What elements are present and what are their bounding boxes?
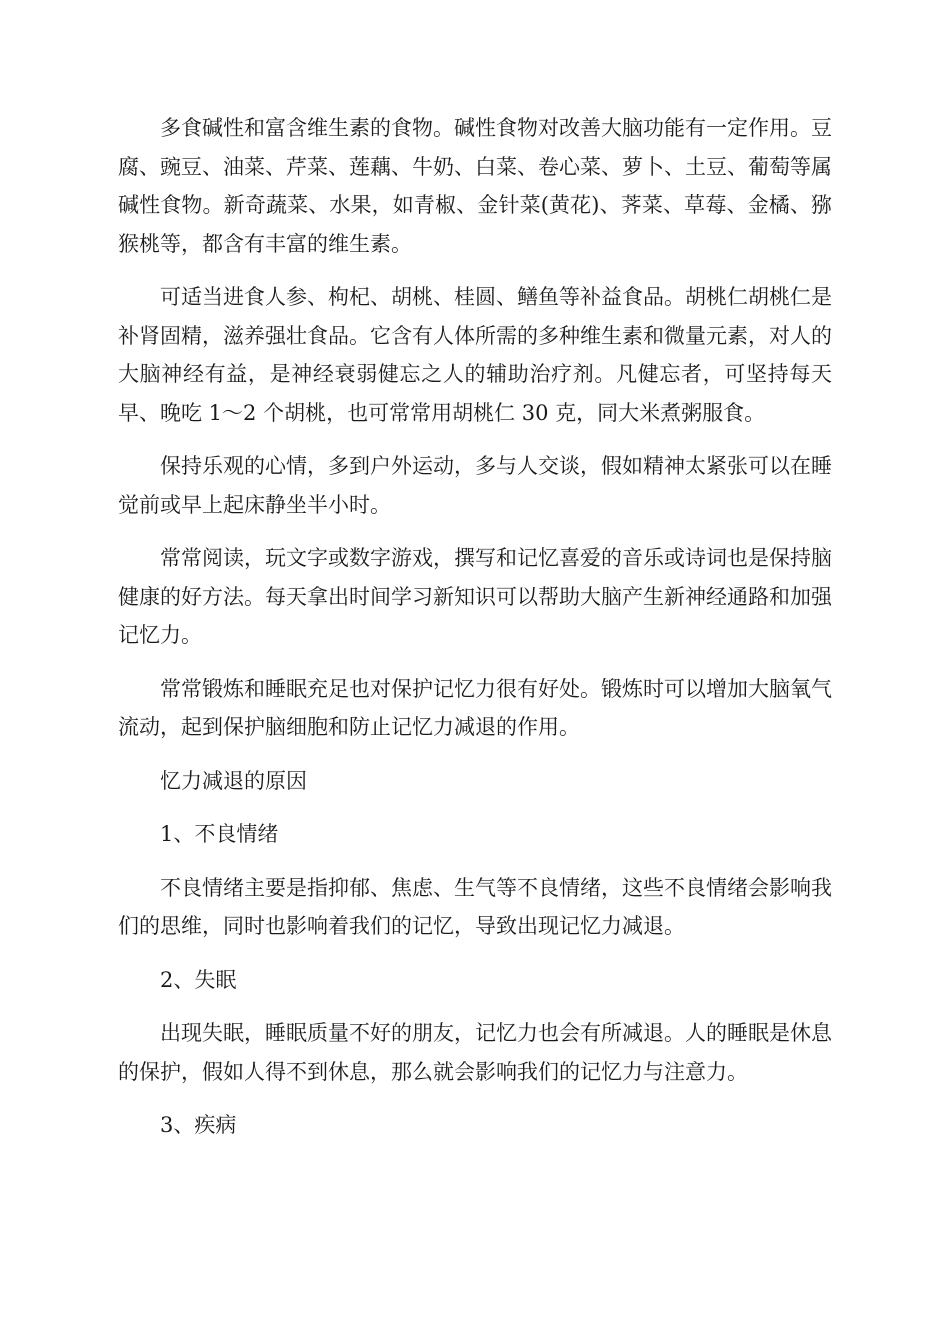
- document-page: [118, 109, 832, 1160]
- cause-heading-2: 2、失眠: [160, 967, 237, 992]
- section-heading-causes: 忆力减退的原因: [160, 768, 307, 793]
- cause-heading-3: 3、疾病: [160, 1113, 237, 1137]
- paragraph-insomnia: 出现失眠，睡眠质量不好的朋友，记忆力也会有所减退。人的睡眠是休息的保护，假如人得不到休息，那么就会影响我们的记忆力与注意力。: [118, 1021, 832, 1084]
- paragraph-bad-emotions: 不良情绪主要是指抑郁、焦虑、生气等不良情绪，这些不良情绪会影响我们的思维，同时也影响着我们的记忆，导致出现记忆力减退。: [118, 875, 832, 938]
- paragraph-reading: 常常阅读，玩文字或数字游戏，撰写和记忆喜爱的音乐或诗词也是保持脑健康的好方法。每天拿出时间学习新知识可以帮助大脑产生新神经通路和加强记忆力。: [118, 546, 832, 647]
- paragraph-alkaline-foods: 多食碱性和富含维生素的食物。碱性食物对改善大脑功能有一定作用。豆腐、豌豆、油菜、芹菜、莲藕、牛奶、白菜、卷心菜、萝卜、土豆、葡萄等属碱性食物。新奇蔬菜、水果，如青椒、金针菜(黄花)、荠菜、草莓、金橘、猕猴桃等，都含有丰富的维生素。: [118, 116, 832, 256]
- paragraph-optimism: 保持乐观的心情，多到户外运动，多与人交谈，假如精神太紧张可以在睡觉前或早上起床静坐半小时。: [118, 454, 832, 517]
- paragraph-exercise-sleep: 常常锻炼和睡眠充足也对保护记忆力很有好处。锻炼时可以增加大脑氧气流动，起到保护脑细胞和防止记忆力减退的作用。: [118, 676, 832, 739]
- cause-heading-1: 1、不良情绪: [160, 822, 279, 846]
- paragraph-tonic-foods: 可适当进食人参、枸杞、胡桃、桂圆、鳝鱼等补益食品。胡桃仁胡桃仁是补肾固精，滋养强壮食品。它含有人体所需的多种维生素和微量元素，对人的大脑神经有益，是神经衰弱健忘之人的辅助治疗剂。凡健忘者，可坚持每天早、晚吃 1～2 个胡桃，也可常常用胡桃仁 30 克，同大米煮粥服食。: [118, 285, 832, 425]
